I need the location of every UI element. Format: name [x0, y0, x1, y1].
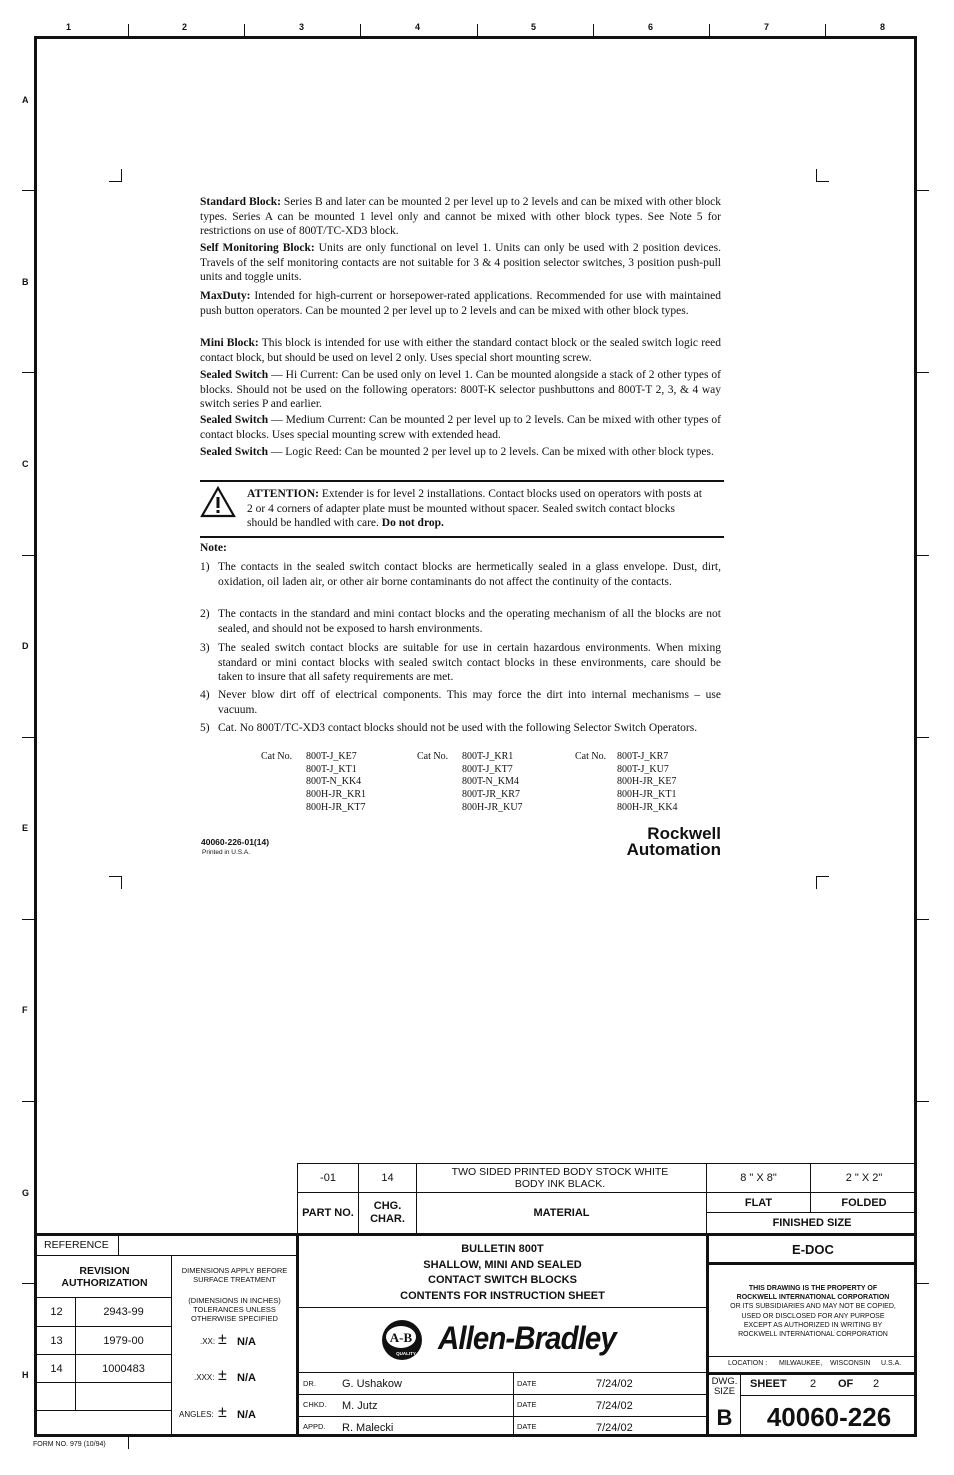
zone-tick: [244, 24, 245, 36]
zone-col-7: 7: [764, 22, 770, 32]
tb-line: [118, 1236, 119, 1255]
zone-col-3: 3: [299, 22, 305, 32]
para-sealed-hi: Sealed Switch — Hi Current: Can be used only on level 1. Can be mounted alongside a stack of 2 other types of blocks. Should not be used on the following operators: 800T-K selector pushbuttons and 800T-T 2, 3, & 4 way switch series P and earlier.: [200, 369, 721, 410]
tb-line: [37, 1410, 171, 1411]
location-state: WISCONSIN: [830, 1360, 871, 1367]
zone-row-f: F: [22, 1005, 28, 1015]
rev-authorization: 1979-00: [103, 1334, 144, 1347]
dr-label: DR.: [303, 1379, 316, 1388]
zone-row-a: A: [22, 95, 29, 105]
flat-header: FLAT: [744, 1197, 773, 1209]
tb-line: [299, 1416, 706, 1417]
tol-angles-label: ANGLES:: [179, 1410, 214, 1419]
crop-mark-bottom-left: [109, 876, 122, 889]
appd-name: R. Malecki: [342, 1422, 394, 1434]
edoc-label: E-DOC: [792, 1241, 834, 1257]
location-city: MILWAUKEE,: [779, 1360, 823, 1367]
zone-tick: [593, 24, 594, 36]
zone-tick: [917, 190, 929, 191]
zone-tick: [22, 190, 34, 191]
material-header: MATERIAL: [533, 1207, 590, 1219]
note-item-3: 3) The sealed switch contact blocks are suitable for use in certain hazardous environments. When mixing standard or mini contact blocks with sealed switch contact blocks in these environments, care should be taken to insure that all safety requirements are met.: [200, 642, 721, 683]
warning-triangle-icon: [200, 486, 236, 518]
tb-line: [37, 1382, 171, 1383]
chg-char-value: 14: [381, 1172, 394, 1184]
rev-number: 12: [50, 1306, 63, 1318]
note-item-5: 5) Cat. No 800T/TC-XD3 contact blocks should not be used with the following Selector Switch Operators.: [200, 722, 698, 734]
tol-xx-value: N/A: [237, 1336, 256, 1348]
ab-badge-quality: QUALITY: [396, 1351, 416, 1356]
crop-mark-top-right: [816, 169, 829, 182]
sheet-label: SHEET: [750, 1378, 787, 1390]
zone-tick: [825, 24, 826, 36]
attention-text: ATTENTION: Extender is for level 2 installations. Contact blocks used on operators with posts at 2 or 4 corners of adapter plate must be mounted without spacer. Sealed switch contact blocks should be handled with care. Do not drop.: [247, 488, 702, 529]
tb-line-thick: [34, 1233, 917, 1236]
appd-date: 7/24/02: [596, 1422, 633, 1434]
tol-xxx-value: N/A: [237, 1372, 256, 1384]
zone-col-1: 1: [66, 22, 72, 32]
attention-rule-top: [200, 480, 724, 482]
cat-group-1: 800T-J_KE7 800T-J_KT1 800T-N_KK4 800H-JR_KR1 800H-JR_KT7: [306, 751, 367, 813]
para-mini-block: Mini Block: This block is intended for use with either the standard contact block or the sealed switch logic reed contact block, but should be used on level 2 only. Uses special short mounting screw.: [200, 337, 721, 364]
zone-tick: [917, 555, 929, 556]
zone-col-2: 2: [182, 22, 188, 32]
plus-minus-icon: ±: [218, 1404, 227, 1421]
attention-rule-bottom: [200, 536, 724, 538]
tb-line: [171, 1255, 172, 1437]
tol-xxx-label: .XXX:: [194, 1373, 215, 1382]
rev-number: 14: [50, 1362, 63, 1375]
appd-label: APPD.: [303, 1422, 326, 1431]
sheet-total: 2: [873, 1378, 880, 1390]
plus-minus-icon: ±: [218, 1367, 227, 1384]
zone-tick: [477, 24, 478, 36]
date-label: DATE: [517, 1422, 537, 1431]
zone-tick: [128, 24, 129, 36]
note-item-1: 1) The contacts in the sealed switch contact blocks are hermetically sealed in a glass envelope. Dust, dirt, oxidation, oil laden air, or other air borne contaminants do not affect the continuity of the contacts.: [200, 561, 721, 588]
material-value: TWO SIDED PRINTED BODY STOCK WHITE BODY INK BLACK.: [451, 1166, 669, 1190]
zone-tick: [917, 372, 929, 373]
zone-tick: [22, 919, 34, 920]
rev-authorization: 1000483: [102, 1362, 145, 1375]
folded-header: FOLDED: [841, 1197, 887, 1209]
dr-date: 7/24/02: [596, 1378, 633, 1390]
zone-tick: [709, 24, 710, 36]
tolerances-note: (DIMENSIONS IN INCHES) TOLERANCES UNLESS OTHERWISE SPECIFIED: [188, 1295, 281, 1323]
zone-col-6: 6: [648, 22, 654, 32]
ab-badge-letters: A-B: [389, 1330, 413, 1345]
crop-mark-bottom-right: [816, 876, 829, 889]
zone-tick: [917, 737, 929, 738]
chkd-label: CHKD.: [303, 1400, 327, 1409]
rev-number: 13: [50, 1334, 63, 1347]
para-maxduty: MaxDuty: Intended for high-current or horsepower-rated applications. Recommended for use with maintained push button operators. Can be mounted 2 per level up to 2 levels and can be mixed with other block types.: [200, 290, 721, 317]
of-label: OF: [838, 1378, 854, 1390]
zone-row-e: E: [22, 823, 29, 833]
zone-tick: [917, 1101, 929, 1102]
tb-line: [299, 1372, 706, 1373]
zone-tick: [360, 24, 361, 36]
tol-angles-value: N/A: [237, 1409, 256, 1421]
plus-minus-icon: ±: [218, 1331, 227, 1348]
printed-in: Printed in U.S.A.: [202, 849, 251, 856]
tb-line: [513, 1372, 514, 1437]
zone-row-h: H: [22, 1370, 29, 1380]
zone-row-b: B: [22, 277, 29, 287]
para-sealed-logic: Sealed Switch — Logic Reed: Can be mounted 2 per level up to 2 levels. Can be mixed with other block types.: [200, 446, 714, 458]
property-notice: THIS DRAWING IS THE PROPERTY OF ROCKWELL INTERNATIONAL CORPORATION OR ITS SUBSIDIARIES AND MAY NOT BE COPIED, USED OR DISCLOSED FOR ANY PURPOSE EXCEPT AS AUTHORIZED IN WRITING BY ROCKWELL INTERNATIONAL CORPORATION: [730, 1285, 896, 1339]
zone-tick: [22, 737, 34, 738]
sheet-number: 2: [810, 1378, 817, 1390]
finished-size-header: FINISHED SIZE: [772, 1217, 852, 1229]
dr-name: G. Ushakow: [342, 1378, 402, 1390]
revision-authorization-header: REVISION AUTHORIZATION: [61, 1265, 148, 1289]
cat-label-2: Cat No.: [417, 751, 449, 762]
rockwell-automation-logo: Rockwell Automation: [626, 824, 721, 859]
para-standard-block: Standard Block: Series B and later can be mounted 2 per level up to 2 levels and can be mixed with other block types. Series A can be mounted 1 level only and cannot be mixed with other block types. See Note 5 for restrictions on use of 800T/TC-XD3 block.: [200, 196, 722, 237]
cat-group-3: 800T-J_KR7 800T-J_KU7 800H-JR_KE7 800H-JR_KT1 800H-JR_KK4: [617, 751, 678, 813]
tb-line: [709, 1356, 917, 1357]
zone-tick: [22, 555, 34, 556]
para-sealed-medium: Sealed Switch — Medium Current: Can be mounted 2 per level up to 2 levels. Can be mixed with other types of contact blocks. Uses special mounting screw with extended head.: [200, 414, 721, 441]
zone-row-g: G: [22, 1188, 30, 1198]
tb-line: [740, 1395, 917, 1396]
note-item-2: 2) The contacts in the standard and mini contact blocks and the operating mechanism of all the blocks are not sealed, and should not be exposed to harsh environments.: [200, 608, 721, 635]
part-no-header: PART NO.: [302, 1206, 354, 1219]
zone-tick: [22, 1101, 34, 1102]
crop-mark-top-left: [109, 169, 122, 182]
dwg-size-value: B: [716, 1405, 733, 1430]
rev-authorization: 2943-99: [103, 1306, 144, 1318]
ab-quality-badge-icon: [380, 1318, 424, 1362]
cat-label-1: Cat No.: [261, 751, 293, 762]
tol-xx-label: .XX:: [200, 1337, 216, 1346]
date-label: DATE: [517, 1379, 537, 1388]
drawing-title: BULLETIN 800T SHALLOW, MINI AND SEALED CONTACT SWITCH BLOCKS CONTENTS FOR INSTRUCTION SHEET: [400, 1243, 605, 1302]
note-item-4: 4) Never blow dirt off of electrical components. This may force the dirt into internal mechanisms – use vacuum.: [200, 689, 721, 716]
chkd-date: 7/24/02: [596, 1400, 633, 1412]
cat-group-2: 800T-J_KR1 800T-J_KT7 800T-N_KM4 800T-JR_KR7 800H-JR_KU7: [462, 751, 523, 813]
flat-size-value: 8 " X 8": [740, 1172, 777, 1184]
form-number: FORM NO. 979 (10/94): [33, 1441, 106, 1448]
zone-row-d: D: [22, 641, 29, 651]
tb-line-thick: [709, 1262, 917, 1265]
date-label: DATE: [517, 1400, 537, 1409]
zone-col-4: 4: [415, 22, 421, 32]
zone-tick: [128, 1437, 129, 1449]
tb-line: [299, 1307, 706, 1308]
drawing-number: 40060-226: [766, 1401, 892, 1432]
zone-row-c: C: [22, 459, 29, 469]
allen-bradley-wordmark: Allen-Bradley: [438, 1320, 616, 1356]
zone-tick: [917, 1283, 929, 1284]
para-self-monitoring: Self Monitoring Block: Units are only functional on level 1. Units can only be used with 2 position devices. Travels of the self monitoring contacts are not suitable for 3 & 4 position selector switches, 3 position push-pull units and toggle units.: [200, 242, 721, 283]
zone-col-5: 5: [531, 22, 537, 32]
chkd-name: M. Jutz: [342, 1400, 378, 1412]
tb-line: [37, 1255, 296, 1256]
cat-label-3: Cat No.: [575, 751, 607, 762]
zone-tick: [22, 1283, 34, 1284]
reference-label: REFERENCE: [44, 1239, 109, 1251]
dimensions-note: DIMENSIONS APPLY BEFORE SURFACE TREATMENT: [181, 1266, 288, 1284]
zone-tick: [22, 372, 34, 373]
location-country: U.S.A.: [881, 1360, 902, 1367]
note-heading: Note:: [200, 542, 227, 554]
folded-size-value: 2 " X 2": [845, 1172, 883, 1184]
zone-tick: [917, 919, 929, 920]
part-no-value: -01: [320, 1172, 336, 1184]
dwg-size-label: DWG. SIZE: [711, 1376, 738, 1397]
location-label: LOCATION :: [728, 1360, 768, 1367]
chg-char-header: CHG. CHAR.: [370, 1200, 405, 1225]
zone-col-8: 8: [880, 22, 886, 32]
doc-number: 40060-226-01(14): [201, 837, 270, 847]
tb-line: [299, 1394, 706, 1395]
